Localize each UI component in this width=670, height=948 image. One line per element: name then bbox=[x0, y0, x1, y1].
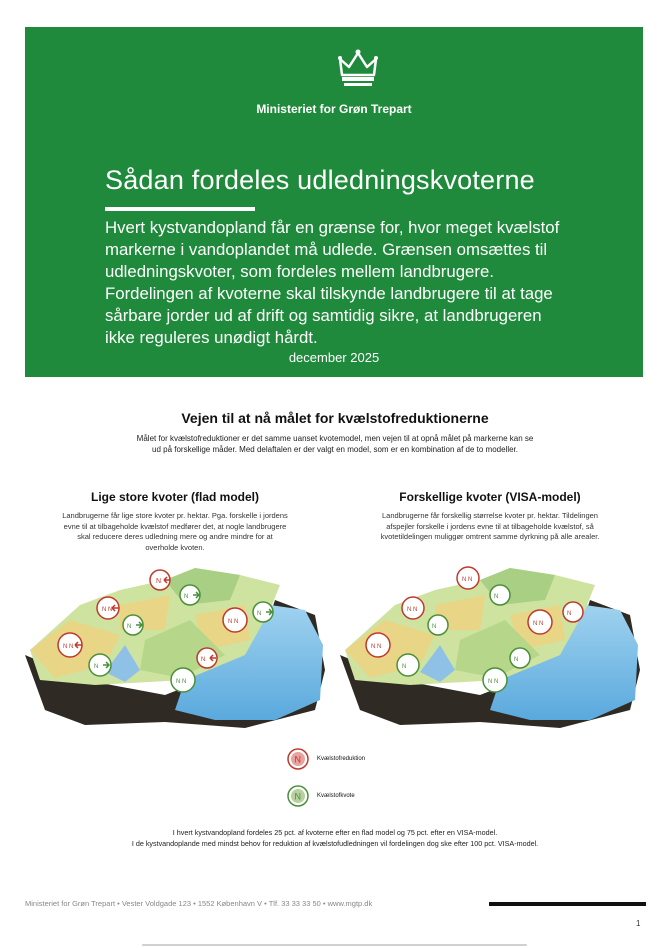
svg-text:N N: N N bbox=[228, 619, 239, 625]
svg-text:N N: N N bbox=[462, 577, 473, 583]
footer-contact: Ministeriet for Grøn Trepart • Vester Voldgade 123 • 1552 København V • Tlf. 33 33 33 50 • www.mgtp.dk bbox=[25, 899, 373, 908]
model-visa-description: Landbrugerne får forskellig størrelse kvoter pr. hektar. Tildelingen afspejler forskelle i jordens evne til at tilbageholde kvælstof, så kvotetildelingen muliggør omtrent samme dyrkning på alle arealer. bbox=[380, 511, 600, 541]
legend-quota bbox=[287, 785, 355, 807]
svg-text:N: N bbox=[184, 594, 189, 600]
footnote-line-1: I hvert kystvandopland fordeles 25 pct. af kvoterne efter en flad model og 75 pct. efter en VISA-model. bbox=[172, 828, 498, 837]
section-intro: Målet for kvælstofreduktioner er det samme uanset kvotemodel, men vejen til at opnå målet på markerne kan se ud på forskellige måder. Med delaftalen er der valgt en model, som er en kombination af de to modeller. bbox=[136, 434, 534, 454]
map-visa-model bbox=[340, 560, 640, 730]
svg-text:N N: N N bbox=[102, 607, 113, 613]
svg-text:N N: N N bbox=[407, 607, 418, 613]
svg-text:N: N bbox=[567, 611, 572, 617]
footer-bar bbox=[489, 902, 646, 906]
svg-text:N: N bbox=[257, 611, 262, 617]
page-title: Sådan fordeles udledningskvoterne bbox=[105, 165, 535, 195]
lead-paragraph: Hvert kystvandopland får en grænse for, hvor meget kvælstof markerne i vandoplandet må udlede. Grænsen omsættes til udledningskvoter, som fordeles mellem landbrugere. Fordelingen af kvoterne skal tilskynde landbrugere til at tage sårbare jorder ud af drift og samtidig sikre, at landbrugeren ikke reguleres unødigt hårdt. bbox=[105, 218, 560, 347]
ministry-name: Ministeriet for Grøn Trepart bbox=[256, 102, 412, 116]
svg-text:N: N bbox=[201, 657, 206, 663]
svg-text:N: N bbox=[294, 791, 301, 802]
footnote-line-2: I de kystvandoplande med mindst behov for reduktion af kvælstofudledningen vil fordelingen dog ske efter 100 pct. VISA-model. bbox=[131, 838, 539, 848]
model-flat-description: Landbrugerne får lige store kvoter pr. hektar. Pga. forskelle i jordens evne til at tilbageholde kvælstof medfører det, at nogle landbrugere skal reducere deres udledning mere og andre mindre for at overholde kvoten. bbox=[62, 511, 288, 552]
svg-text:N: N bbox=[127, 624, 132, 630]
svg-text:N: N bbox=[156, 578, 162, 585]
svg-text:N N: N N bbox=[488, 679, 499, 685]
model-flat-title: Lige store kvoter (flad model) bbox=[90, 490, 260, 504]
svg-text:N: N bbox=[514, 657, 519, 663]
publication-date: december 2025 bbox=[288, 350, 380, 365]
svg-text:N N: N N bbox=[533, 621, 544, 627]
horizontal-scrollbar[interactable] bbox=[142, 944, 527, 946]
svg-text:N N: N N bbox=[63, 644, 74, 650]
page-number: 1 bbox=[636, 919, 641, 928]
svg-text:N: N bbox=[294, 754, 301, 765]
svg-text:N: N bbox=[94, 664, 99, 670]
footnote bbox=[60, 828, 610, 849]
title-underline bbox=[105, 207, 255, 211]
legend-reduction bbox=[287, 748, 365, 770]
legend-quota-label: Kvælstofkvote bbox=[317, 793, 355, 799]
section-heading: Vejen til at nå målet for kvælstofreduktionerne bbox=[181, 410, 489, 426]
crown-icon bbox=[336, 49, 380, 89]
nitrogen-quota-icon bbox=[287, 785, 309, 807]
svg-text:N N: N N bbox=[371, 644, 382, 650]
svg-text:N: N bbox=[494, 594, 499, 600]
map-flat-model bbox=[25, 560, 325, 730]
svg-text:N: N bbox=[402, 664, 407, 670]
header-banner bbox=[25, 27, 643, 377]
nitrogen-reduction-icon bbox=[287, 748, 309, 770]
legend-reduction-label: Kvælstofreduktion bbox=[317, 756, 366, 762]
svg-text:N N: N N bbox=[176, 679, 187, 685]
svg-text:N: N bbox=[432, 624, 437, 630]
model-visa-title: Forskellige kvoter (VISA-model) bbox=[399, 490, 581, 504]
